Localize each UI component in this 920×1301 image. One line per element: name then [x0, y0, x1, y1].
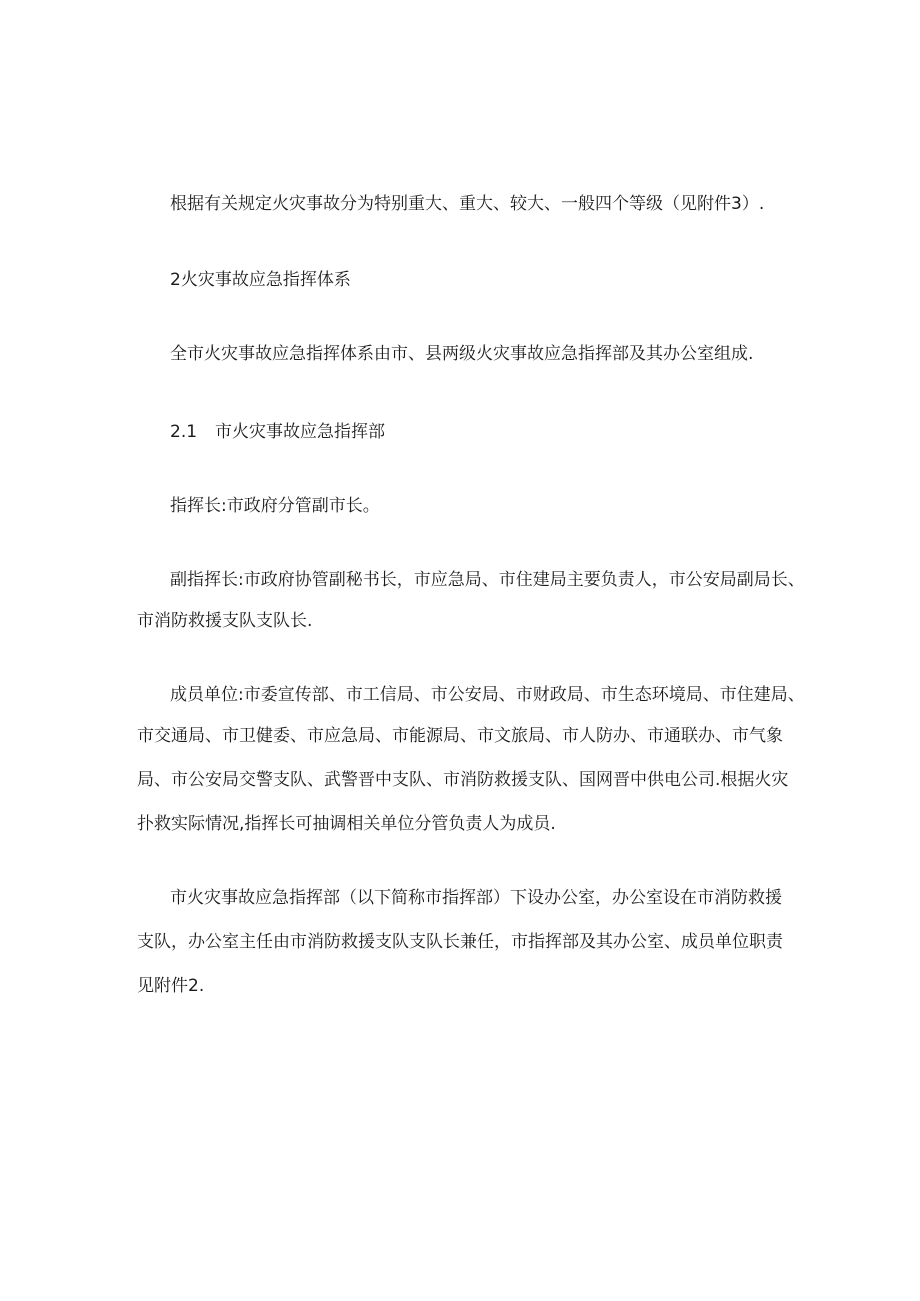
paragraph-office-line2: 支队，办公室主任由市消防救援支队支队长兼任，市指挥部及其办公室、成员单位职责: [137, 932, 783, 952]
paragraph-accident-levels: 根据有关规定火灾事故分为特别重大、重大、较大、一般四个等级（见附件3）.: [170, 194, 765, 214]
paragraph-commander: 指挥长:市政府分管副市长。: [170, 496, 380, 516]
section-title: 市火灾事故应急指挥部: [215, 422, 386, 442]
section-number: 2.1: [170, 422, 198, 442]
paragraph-deputy-commander-line2: 市消防救援支队支队长.: [137, 611, 313, 631]
paragraph-office-line1: 市火灾事故应急指挥部（以下简称市指挥部）下设办公室，办公室设在市消防救援: [170, 888, 782, 908]
paragraph-office-line3: 见附件2.: [137, 976, 205, 996]
section-heading-2: 2火灾事故应急指挥体系: [170, 270, 351, 290]
paragraph-member-units-line2: 市交通局、市卫健委、市应急局、市能源局、市文旅局、市人防办、市通联办、市气象: [137, 726, 783, 746]
paragraph-command-system: 全市火灾事故应急指挥体系由市、县两级火灾事故应急指挥部及其办公室组成.: [170, 344, 754, 364]
paragraph-member-units-line1: 成员单位:市委宣传部、市工信局、市公安局、市财政局、市生态环境局、市住建局、: [170, 685, 805, 705]
paragraph-deputy-commander-line1: 副指挥长:市政府协管副秘书长，市应急局、市住建局主要负责人，市公安局副局长、: [170, 570, 805, 590]
paragraph-member-units-line3: 局、市公安局交警支队、武警晋中支队、市消防救援支队、国网晋中供电公司.根据火灾: [137, 770, 789, 790]
paragraph-member-units-line4: 扑救实际情况,指挥长可抽调相关单位分管负责人为成员.: [137, 814, 556, 834]
section-heading-2-1: [170, 420, 797, 444]
